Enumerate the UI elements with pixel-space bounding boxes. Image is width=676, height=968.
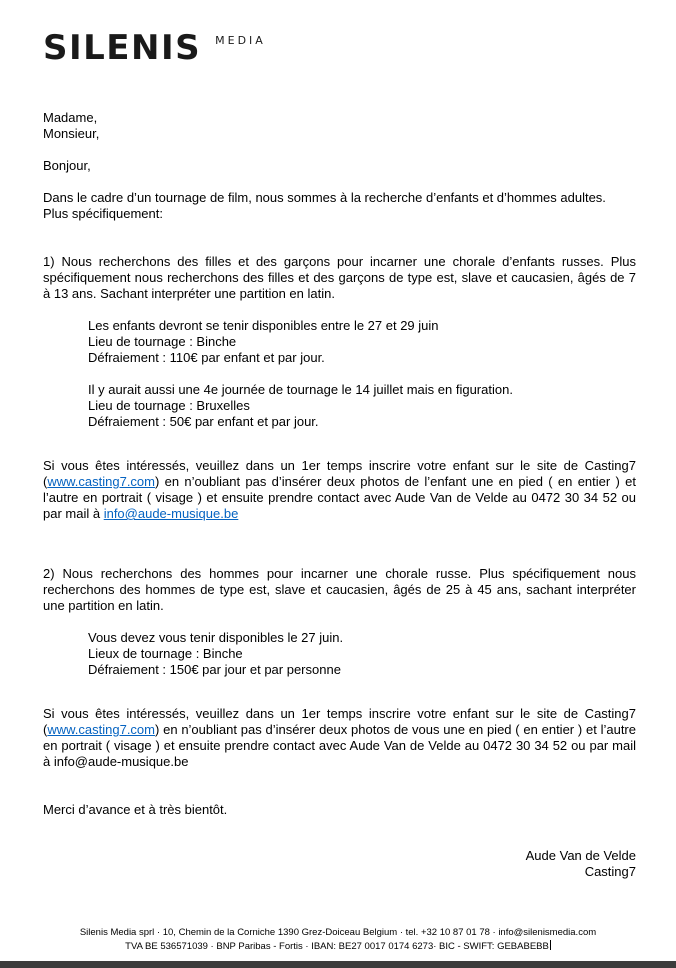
contact1-text-middle: ) en n’oubliant pas d’insérer deux photos de l’enfant une en pied ( en entier ) et l’autre en portrait ( visage ) et ensuite prendre contact avec Aude Van de Velde au 0472 30 34 52 ou par mail à (43, 474, 636, 521)
window-bottom-bar (0, 961, 676, 968)
logo-wordmark: SILENIS (43, 28, 202, 68)
section1-details-block1 (43, 318, 636, 366)
signature-name: Aude Van de Velde (525, 848, 636, 863)
detail-line: Défraiement : 110€ par enfant et par jour. (88, 350, 325, 365)
email-link[interactable]: info@aude-musique.be (103, 506, 239, 521)
letter-body (43, 110, 636, 880)
section2-details-block (43, 630, 636, 678)
contact1-text-before: Si vous êtes intéressés, veuillez dans un 1er temps inscrire votre enfant sur le site de Casting7 ( (43, 458, 636, 489)
salutation-madame: Madame, (43, 110, 98, 125)
detail-line: Les enfants devront se tenir disponibles entre le 27 et 29 juin (88, 318, 439, 333)
letterhead-footer (0, 926, 676, 954)
detail-line: Défraiement : 50€ par enfant et par jour. (88, 414, 319, 429)
signature-role: Casting7 (584, 864, 636, 879)
detail-line: Défraiement : 150€ par jour et par personne (88, 662, 341, 677)
detail-line: Vous devez vous tenir disponibles le 27 juin. (88, 630, 344, 645)
text-cursor (550, 940, 551, 950)
section2-paragraph: 2) Nous recherchons des hommes pour incarner une chorale russe. Plus spécifiquement nous recherchons des hommes de type est, slave et caucasien, âgés de 25 à 45 ans, sachant interpréter une partition en latin. (43, 566, 636, 613)
closing-line: Merci d’avance et à très bientôt. (43, 802, 228, 817)
section1-details-block2 (43, 382, 636, 430)
footer-line-1: Silenis Media sprl · 10, Chemin de la Corniche 1390 Grez-Doiceau Belgium · tel. +32 10 87 01 78 · info@silenismedia.com (79, 927, 597, 938)
casting7-link[interactable]: www.casting7.com (47, 722, 155, 737)
logo (43, 30, 636, 70)
logo-tagline: MEDIA (215, 34, 266, 47)
salutation-monsieur: Monsieur, (43, 126, 100, 141)
footer-line-2: TVA BE 536571039 · BNP Paribas - Fortis · IBAN: BE27 0017 0174 6273· BIC - SWIFT: GEBABEBB (125, 941, 549, 952)
section1-paragraph: 1) Nous recherchons des filles et des garçons pour incarner une chorale d’enfants russes. Plus spécifiquement nous recherchons des filles et des garçons de type est, slave et caucasien, âgés de 7 à 13 ans. Sachant interpréter une partition en latin. (43, 254, 636, 301)
intro-line-2: Plus spécifiquement: (43, 206, 163, 221)
signature-block (43, 848, 636, 880)
detail-line: Lieux de tournage : Binche (88, 646, 243, 661)
detail-line: Il y aurait aussi une 4e journée de tournage le 14 juillet mais en figuration. (88, 382, 513, 397)
greeting: Bonjour, (43, 158, 91, 173)
section2-contact-paragraph (43, 706, 636, 770)
section1-contact-paragraph (43, 458, 636, 522)
contact2-text-before: Si vous êtes intéressés, veuillez dans un 1er temps inscrire votre enfant sur le site de Casting7 ( (43, 706, 636, 737)
detail-line: Lieu de tournage : Bruxelles (88, 398, 250, 413)
detail-line: Lieu de tournage : Binche (88, 334, 237, 349)
intro-line-1: Dans le cadre d’un tournage de film, nous sommes à la recherche d’enfants et d’hommes adultes. (43, 190, 606, 205)
casting7-link[interactable]: www.casting7.com (47, 474, 155, 489)
contact2-text-after: ) en n’oubliant pas d’insérer deux photos de vous une en pied ( en entier ) et l’autre en portrait ( visage ) et ensuite prendre contact avec Aude Van de Velde au 0472 30 34 52 ou par mail à info@aude-musique.be (43, 722, 636, 769)
